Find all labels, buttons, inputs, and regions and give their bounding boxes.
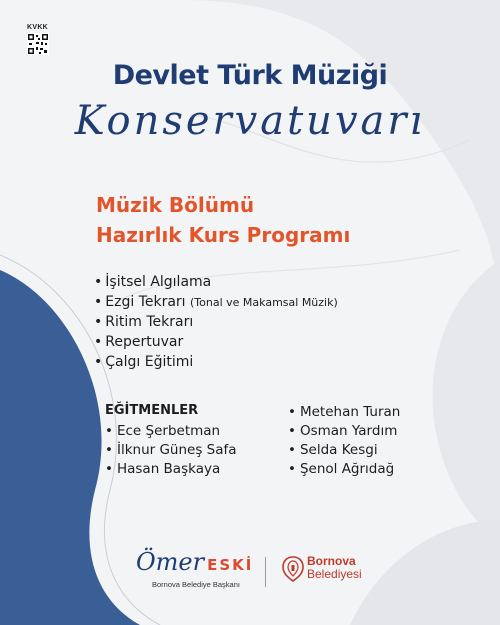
list-item [105,460,237,479]
list-item [288,422,400,441]
instructor-name: Metehan Turan [299,404,401,420]
bullet: • [288,423,296,439]
kvkk-block [27,24,51,60]
course-name: İşitsel Algılama [105,274,212,290]
list-item [94,292,338,312]
program-line-2: Hazırlık Kurs Programı [96,223,351,247]
mayor-role: Bornova Belediye Başkanı [152,580,240,589]
instructor-list-left [105,422,237,479]
course-name: Çalgı Eğitimi [105,354,194,370]
instructors-heading: EĞİTMENLER [105,403,199,418]
bullet: • [94,294,103,310]
footer-divider [265,557,266,587]
bullet: • [105,423,113,439]
kvkk-label: KVKK [27,24,49,31]
script-subtitle: Konservatuvarı [74,98,426,144]
list-item [105,441,237,460]
bullet: • [94,274,103,290]
bullet: • [288,404,296,420]
qr-code-icon[interactable] [27,33,49,55]
bullet: • [94,314,103,330]
list-item [105,422,237,441]
bullet: • [105,442,113,458]
bullet: • [94,354,103,370]
list-item [288,441,400,460]
bornova-emblem-icon [282,556,304,582]
course-name: Ritim Tekrarı [105,314,194,330]
bullet: • [94,334,103,350]
brand-line-2: Belediyesi [307,567,362,581]
course-list [94,272,338,372]
mayor-signature [136,548,253,576]
page-title: Devlet Türk Müziği [112,60,388,91]
bullet: • [288,461,296,477]
instructor-name: Şenol Ağrıdağ [299,461,395,477]
program-heading [96,190,350,250]
course-note: (Tonal ve Makamsal Müzik) [190,296,338,309]
brand-logo [307,555,362,581]
bullet: • [288,442,296,458]
list-item [288,403,400,422]
instructor-name: Ece Şerbetman [116,423,221,439]
list-item [94,332,338,352]
signature-first: Ömer [136,548,205,576]
brand-line-1: Bornova [307,554,356,568]
signature-last: ESKİ [207,556,254,574]
list-item [288,460,400,479]
course-name: Repertuvar [105,334,184,350]
instructor-name: Selda Kesgi [299,442,378,458]
program-line-1: Müzik Bölümü [96,193,255,217]
list-item [94,272,338,292]
instructor-name: Hasan Başkaya [116,461,221,477]
list-item [94,312,338,332]
instructor-list-right [288,403,400,479]
instructor-name: Osman Yardım [299,423,398,439]
list-item [94,352,338,372]
instructor-name: İlknur Güneş Safa [116,442,237,458]
bullet: • [105,461,113,477]
course-name: Ezgi Tekrarı [105,294,186,310]
